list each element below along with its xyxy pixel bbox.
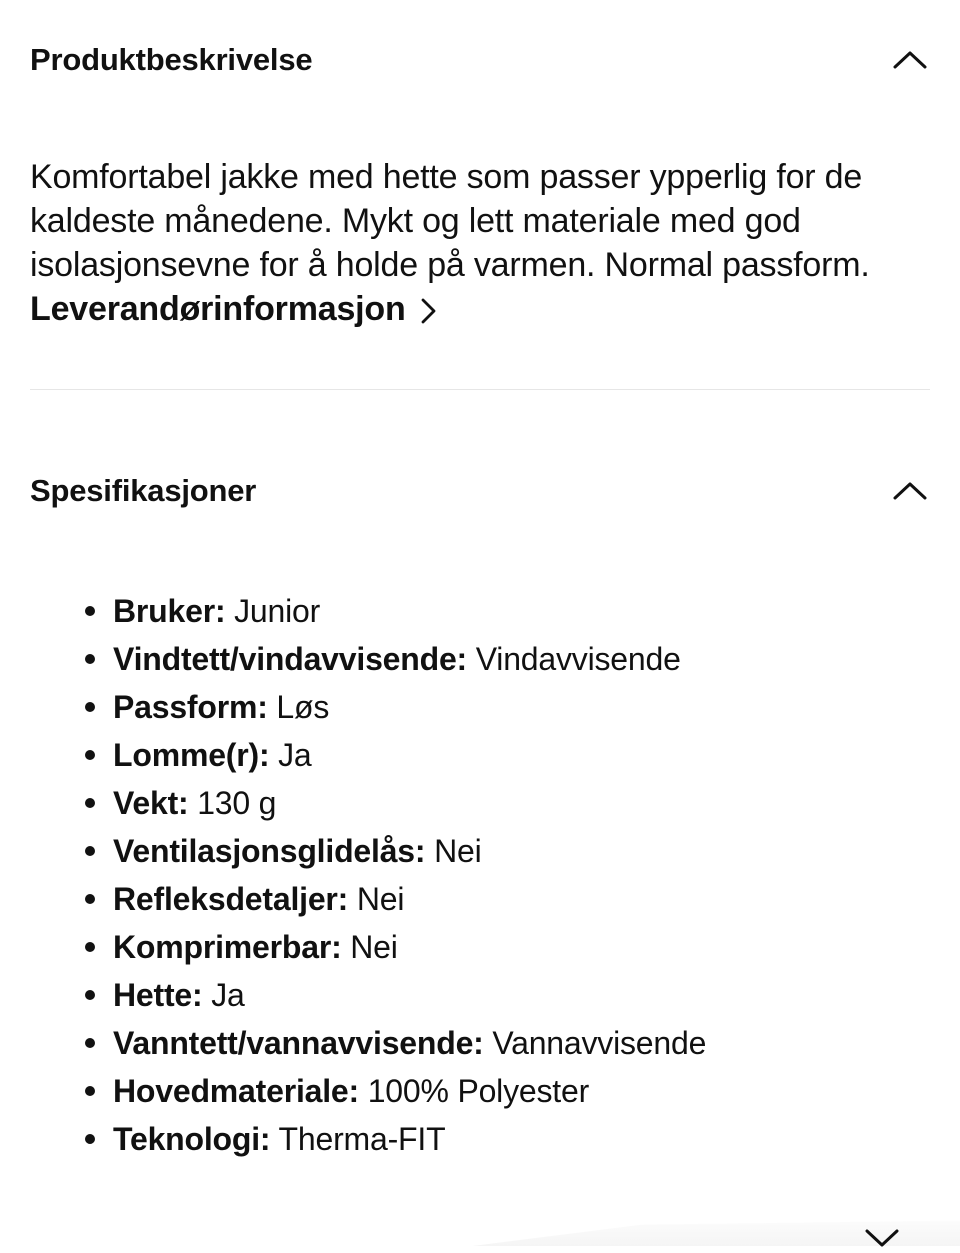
spec-label: Lomme(r): [113, 737, 270, 773]
spec-label: Vanntett/vannavvisende: [113, 1025, 484, 1061]
spec-label: Vindtett/vindavvisende: [113, 641, 468, 677]
specifications-section-title: Spesifikasjoner [30, 473, 257, 508]
spec-value: Ja [211, 977, 245, 1013]
spec-label: Hette: [113, 977, 203, 1013]
spec-value: 100% Polyester [367, 1073, 590, 1109]
spec-label: Refleksdetaljer: [113, 881, 349, 917]
description-text: Komfortabel jakke med hette som passer ypperlig for de kaldeste månedene. Mykt og lett materiale med god isolasjonsevne for å holde på varmen. Normal passform. [30, 158, 870, 284]
spec-value: Nei [350, 929, 398, 965]
specifications-list [85, 587, 930, 1163]
spec-label: Passform: [113, 689, 268, 725]
spec-item [85, 635, 930, 683]
spec-item [85, 683, 930, 731]
chevron-up-icon [892, 50, 930, 70]
spec-value: Therma-FIT [278, 1121, 446, 1157]
spec-item [85, 1115, 930, 1163]
spec-item [85, 971, 930, 1019]
spec-label: Teknologi: [113, 1121, 271, 1157]
spec-value: 130 g [197, 785, 277, 821]
spec-value: Vannavvisende [492, 1025, 707, 1061]
spec-item [85, 923, 930, 971]
supplier-info-link[interactable] [30, 287, 437, 331]
spec-value: Junior [234, 593, 321, 629]
spec-value: Løs [276, 689, 330, 725]
chevron-up-icon [892, 481, 930, 501]
spec-label: Bruker: [113, 593, 226, 629]
spec-label: Hovedmateriale: [113, 1073, 359, 1109]
spec-item [85, 587, 930, 635]
spec-item [85, 875, 930, 923]
spec-value: Vindavvisende [475, 641, 681, 677]
supplier-info-link-label: Leverandørinformasjon [30, 290, 406, 328]
spec-label: Vekt: [113, 785, 189, 821]
spec-item [85, 779, 930, 827]
description-accordion-header[interactable] [30, 42, 930, 78]
spec-label: Komprimerbar: [113, 929, 342, 965]
spec-item [85, 1067, 930, 1115]
specifications-accordion-header[interactable] [30, 473, 930, 509]
spec-label: Ventilasjonsglidelås: [113, 833, 426, 869]
product-details-panel [0, 42, 960, 1163]
next-section-header[interactable] [864, 1228, 900, 1253]
spec-value: Nei [356, 881, 405, 917]
spec-value: Ja [278, 737, 312, 773]
spec-item [85, 1019, 930, 1067]
description-section-title: Produktbeskrivelse [30, 42, 313, 77]
spec-item [85, 731, 930, 779]
chevron-right-icon [420, 293, 437, 326]
section-divider [30, 389, 930, 390]
spec-item [85, 827, 930, 875]
spec-value: Nei [434, 833, 482, 869]
chevron-down-icon [864, 1235, 900, 1252]
